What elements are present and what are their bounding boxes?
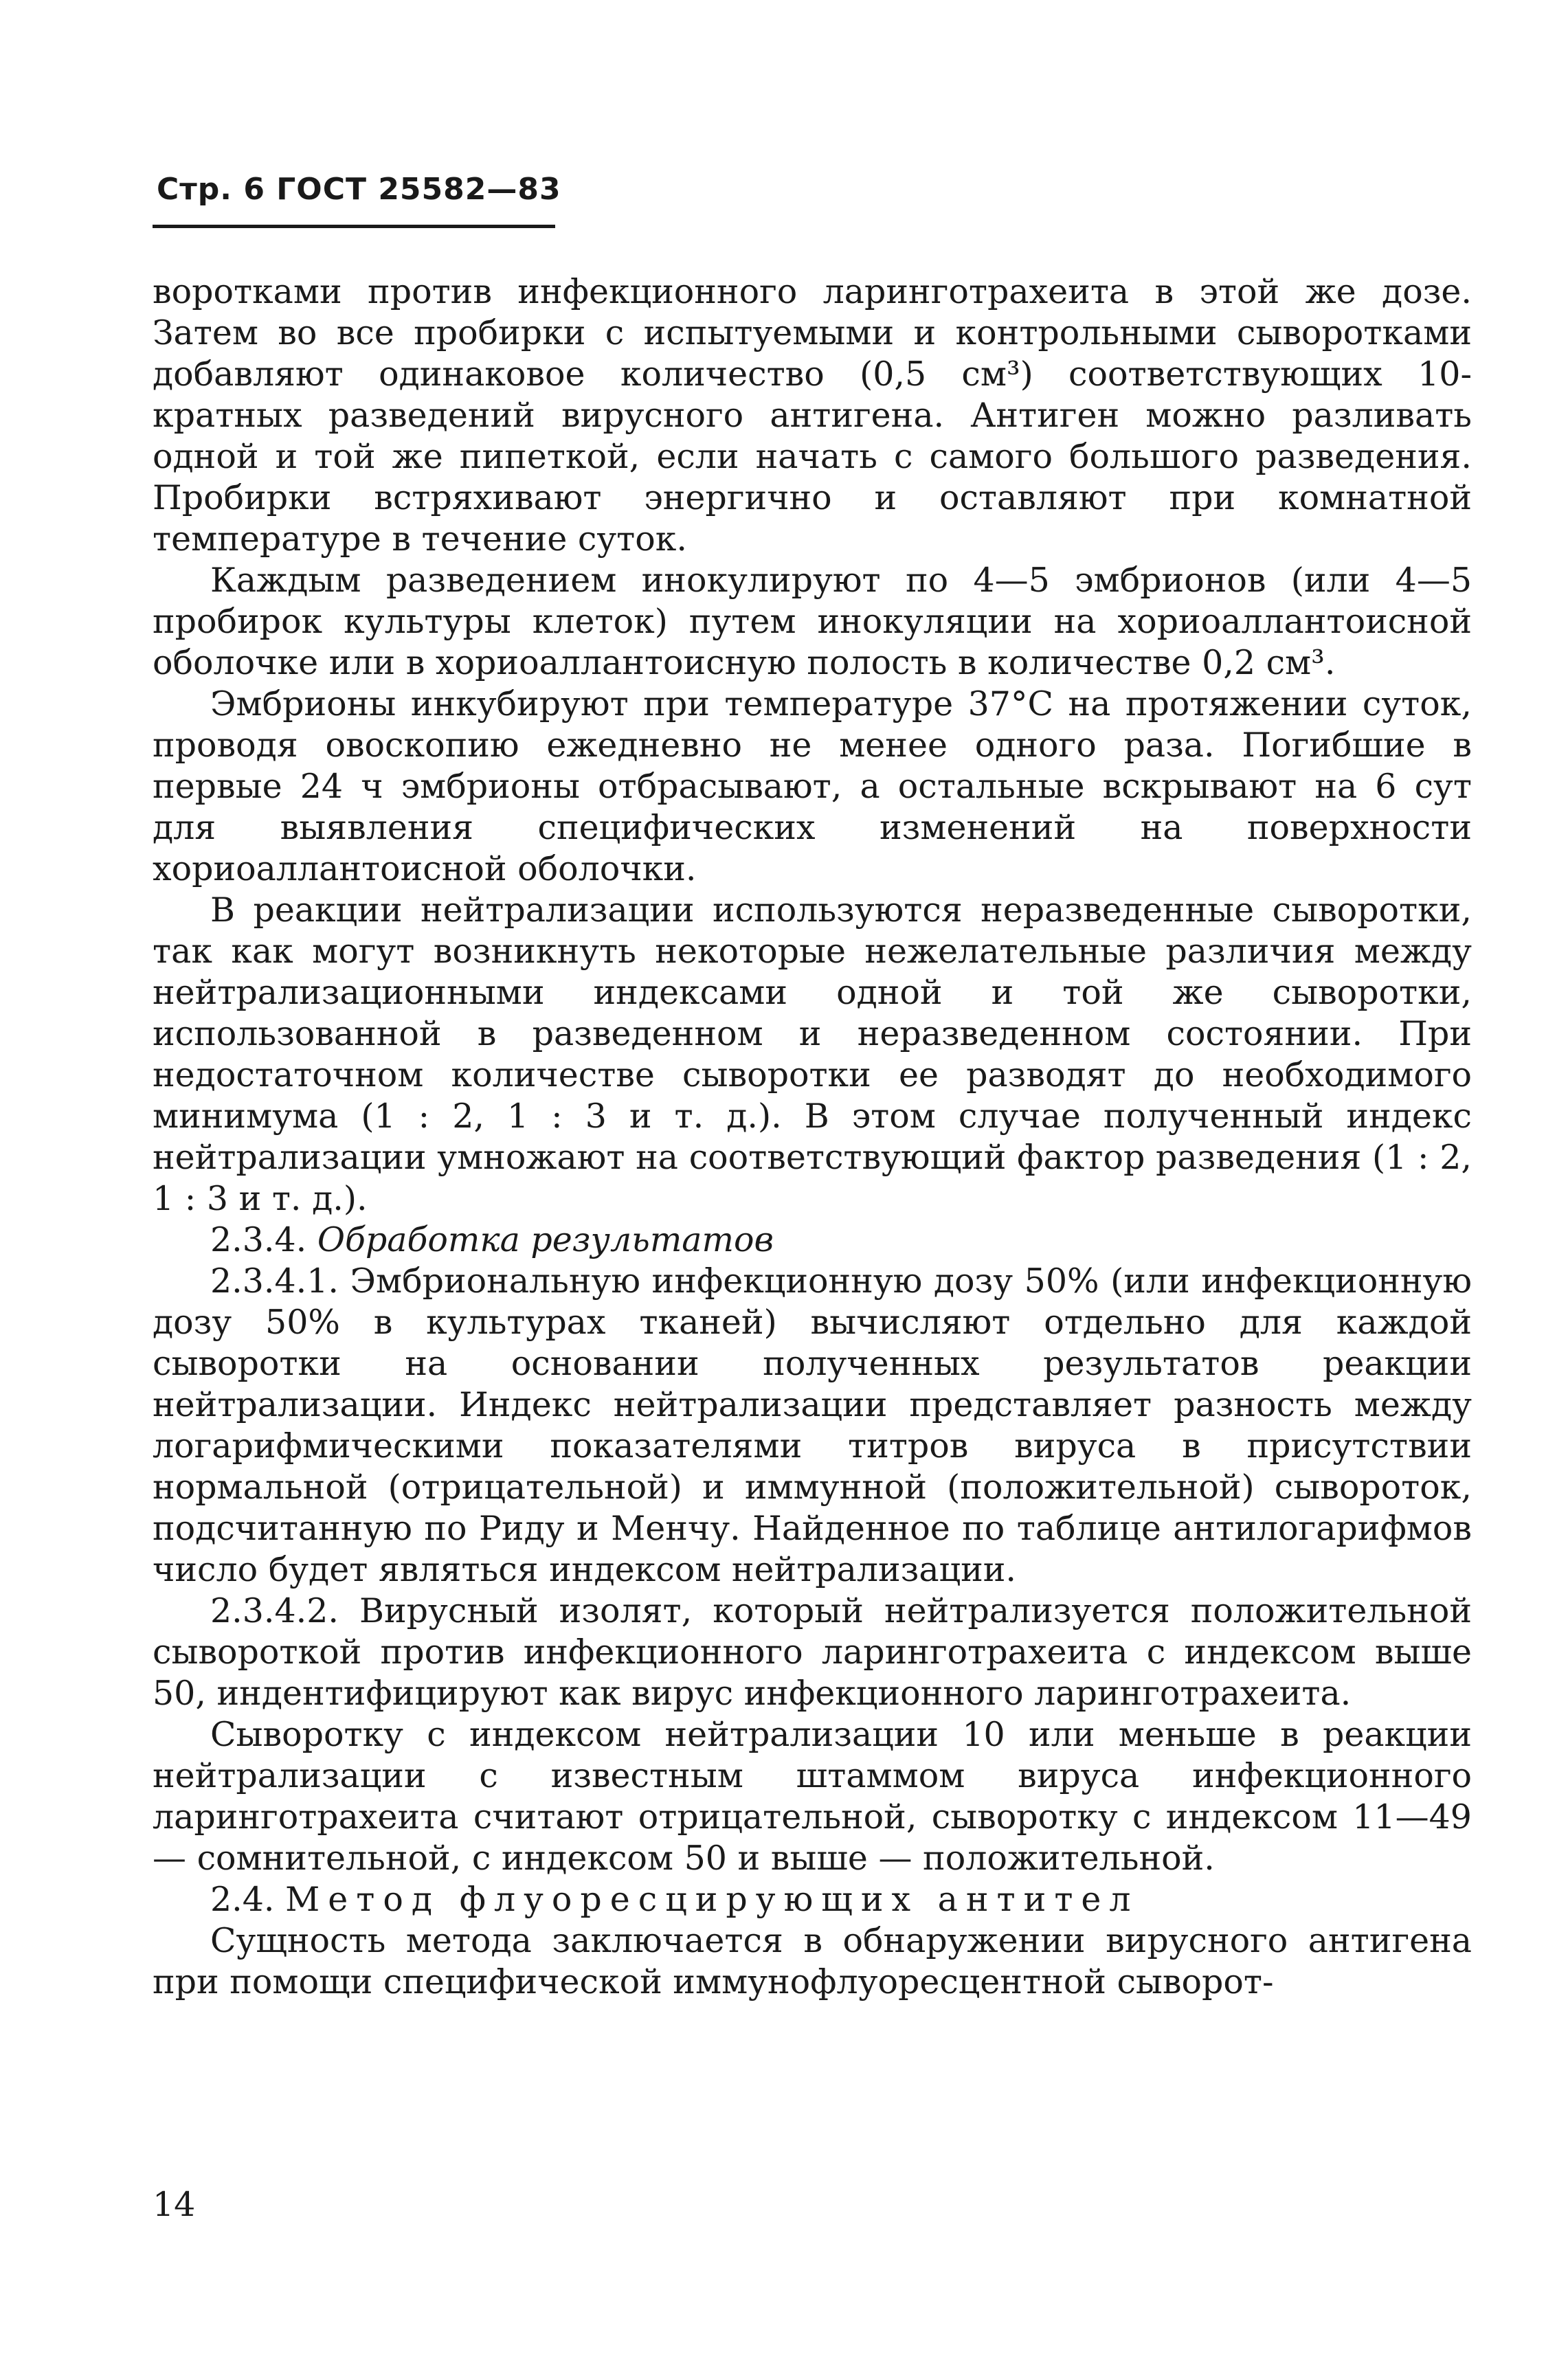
- page-number: 14: [153, 2185, 196, 2224]
- paragraph: Сыворотку с индексом нейтрализации 10 или меньше в реакции нейтрализации с известным штаммом вируса инфекционного ларинготрахеита считают отрицательной, сыворотку с индексом 11—49 — сомнительной, с индексом 50 и выше — положительной.: [153, 1715, 1472, 1878]
- paragraph: В реакции нейтрализации используются неразведенные сыворотки, так как могут возникнуть некоторые нежелательные различия между нейтрализационными индексами одной и той же сыворотки, использованной в разведенном и неразведенном состоянии. При недостаточном количестве сыворотки ее разводят до необходимого минимума (1 : 2, 1 : 3 и т. д.). В этом случае полученный индекс нейтрализации умножают на соответствующий фактор разведения (1 : 2, 1 : 3 и т. д.).: [153, 890, 1472, 1218]
- running-header: Стр. 6 ГОСТ 25582—83: [157, 172, 561, 207]
- section-number: 2.3.4.: [210, 1220, 307, 1259]
- section-title: Обработка результатов: [317, 1220, 774, 1259]
- page-body: [153, 271, 1472, 2003]
- paragraph: 2.3.4.2. Вирусный изолят, который нейтрализуется положительной сывороткой против инфекционного ларинготрахеита с индексом выше 50, индентифицируют как вирус инфекционного ларинготрахеита.: [153, 1591, 1472, 1713]
- paragraph: Каждым разведением инокулируют по 4—5 эмбрионов (или 4—5 пробирок культуры клеток) путем инокуляции на хориоаллантоисной оболочке или в хориоаллантоисную полость в количестве 0,2 см³.: [153, 561, 1472, 682]
- paragraph: воротками против инфекционного ларинготрахеита в этой же дозе. Затем во все пробирки с испытуемыми и контрольными сыворотками добавляют одинаковое количество (0,5 см³) соответствующих 10-кратных разведений вирусного антигена. Антиген можно разливать одной и той же пипеткой, если начать с самого большого разведения. Пробирки встряхивают энергично и оставляют при комнатной температуре в течение суток.: [153, 272, 1472, 559]
- header-rule: [153, 225, 555, 228]
- section-number: 2.4.: [210, 1880, 275, 1919]
- section-heading-2-4: [153, 1879, 1472, 1920]
- paragraph: 2.3.4.1. Эмбриональную инфекционную дозу 50% (или инфекционную дозу 50% в культурах тканей) вычисляют отдельно для каждой сыворотки на основании полученных результатов реакции нейтрализации. Индекс нейтрализации представляет разность между логарифмическими показателями титров вируса в присутствии нормальной (отрицательной) и иммунной (положительной) сывороток, подсчитанную по Риду и Менчу. Найденное по таблице антилогарифмов число будет являться индексом нейтрализации.: [153, 1261, 1472, 1589]
- paragraph: Эмбрионы инкубируют при температуре 37°С на протяжении суток, проводя овоскопию ежедневно не менее одного раза. Погибшие в первые 24 ч эмбрионы отбрасывают, а остальные вскрывают на 6 сут для выявления специфических изменений на поверхности хориоаллантоисной оболочки.: [153, 684, 1472, 888]
- section-heading-2-3-4: [153, 1220, 1472, 1261]
- section-title: Метод флуоресцирующих антител: [285, 1880, 1139, 1919]
- paragraph: Сущность метода заключается в обнаружении вирусного антигена при помощи специфической иммунофлуоресцентной сыворот-: [153, 1921, 1472, 2001]
